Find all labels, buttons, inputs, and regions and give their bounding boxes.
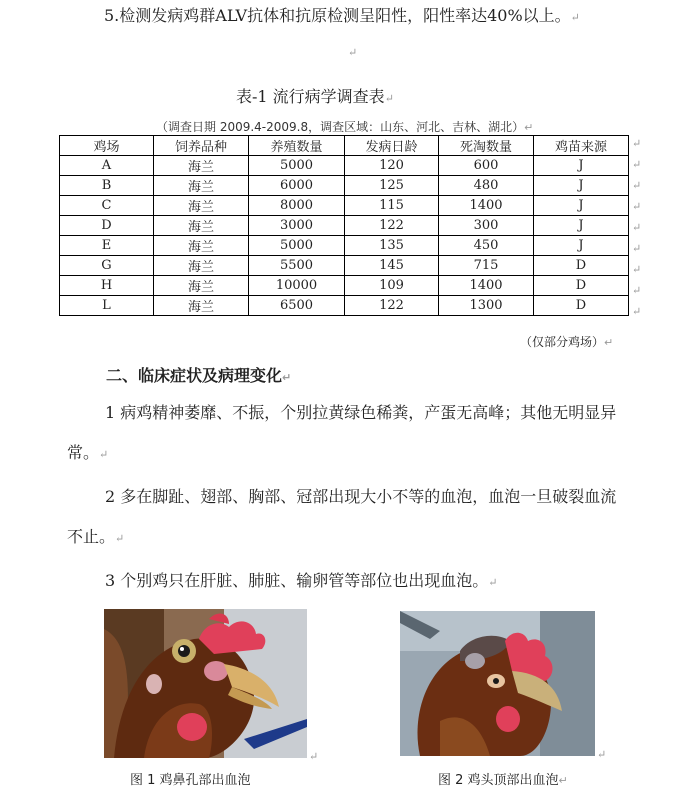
table-row [60, 276, 629, 296]
table-header-cell: 饲养品种 [154, 136, 249, 156]
chicken-nostril-blister-image [104, 609, 307, 758]
table-row [60, 156, 629, 176]
table-cell: 3000 [249, 216, 345, 236]
table-header-cell: 养殖数量 [249, 136, 345, 156]
table-cell: 450 [439, 236, 534, 256]
table-header-cell: 鸡苗来源 [534, 136, 629, 156]
table-cell: J [534, 196, 629, 216]
table-row [60, 296, 629, 316]
table-cell: L [60, 296, 154, 316]
symptom-paragraph-1: 1 病鸡精神萎靡、不振，个别拉黄绿色稀粪，产蛋无高峰；其他无明显异常。↵ [67, 403, 617, 462]
paragraph-5: 5.检测发病鸡群ALV抗体和抗原检测呈阳性，阳性率达40%以上。↵ [104, 6, 580, 25]
table-cell: 1400 [439, 196, 534, 216]
table-cell: D [534, 276, 629, 296]
table-cell: B [60, 176, 154, 196]
table-row [60, 176, 629, 196]
table-cell: 109 [345, 276, 439, 296]
row-end-mark: ↵ [632, 158, 642, 171]
table-cell: J [534, 216, 629, 236]
figure-2-mark: ↵ [597, 748, 607, 761]
table-cell: 8000 [249, 196, 345, 216]
row-end-mark: ↵ [632, 137, 642, 150]
table-cell: 海兰 [154, 176, 249, 196]
row-end-mark: ↵ [632, 284, 642, 297]
table-cell: 海兰 [154, 216, 249, 236]
table-row [60, 216, 629, 236]
table-cell: 5000 [249, 156, 345, 176]
table-cell: 海兰 [154, 296, 249, 316]
table-cell: A [60, 156, 154, 176]
table-cell: 300 [439, 216, 534, 236]
table-cell: D [534, 256, 629, 276]
table-cell: D [534, 296, 629, 316]
table-cell: 海兰 [154, 236, 249, 256]
row-end-mark: ↵ [632, 200, 642, 213]
symptom-paragraph-2: 2 多在脚趾、翅部、胸部、冠部出现大小不等的血泡，血泡一旦破裂血流不止。↵ [67, 487, 617, 546]
table-cell: 海兰 [154, 156, 249, 176]
row-end-marks [632, 137, 641, 326]
table-row [60, 236, 629, 256]
figure-2-photo [400, 611, 595, 756]
table-cell: J [534, 236, 629, 256]
table-cell: 海兰 [154, 196, 249, 216]
row-end-mark: ↵ [632, 179, 642, 192]
row-end-mark: ↵ [632, 305, 642, 318]
table-note: （调查日期 2009.4-2009.8，调查区域：山东、河北、吉林、湖北）↵ [156, 120, 534, 134]
table-cell: 5500 [249, 256, 345, 276]
table-cell: 145 [345, 256, 439, 276]
table-cell: H [60, 276, 154, 296]
table-row [60, 256, 629, 276]
table-cell: 120 [345, 156, 439, 176]
table-cell: E [60, 236, 154, 256]
table-cell: 6000 [249, 176, 345, 196]
table-cell: 480 [439, 176, 534, 196]
table-cell: 122 [345, 296, 439, 316]
row-end-mark: ↵ [632, 263, 642, 276]
table-cell: C [60, 196, 154, 216]
table-cell: 135 [345, 236, 439, 256]
table-cell: 海兰 [154, 256, 249, 276]
figure-1-mark: ↵ [309, 750, 319, 763]
table-cell: 6500 [249, 296, 345, 316]
table-header-row [60, 136, 629, 156]
figure-1-caption: 图 1 鸡鼻孔部出血泡 [130, 773, 251, 788]
table-cell: J [534, 176, 629, 196]
table-cell: 海兰 [154, 276, 249, 296]
table-cell: 125 [345, 176, 439, 196]
table-cell: 5000 [249, 236, 345, 256]
survey-table [59, 135, 629, 316]
row-end-mark: ↵ [632, 221, 642, 234]
table-cell: D [60, 216, 154, 236]
table-header-cell: 死淘数量 [439, 136, 534, 156]
figure-1-photo [104, 609, 307, 758]
table-cell: G [60, 256, 154, 276]
table-cell: 1300 [439, 296, 534, 316]
paragraph-mark: ↵ [570, 11, 580, 24]
table-footnote: （仅部分鸡场）↵ [520, 335, 614, 349]
table-cell: 10000 [249, 276, 345, 296]
table-cell: 715 [439, 256, 534, 276]
empty-line-mark: ↵ [348, 46, 358, 59]
table-header-cell: 鸡场 [60, 136, 154, 156]
row-end-mark: ↵ [632, 242, 642, 255]
symptom-paragraph-3: 3 个别鸡只在肝脏、肺脏、输卵管等部位也出现血泡。↵ [105, 571, 498, 590]
section-heading: 二、临床症状及病理变化↵ [106, 366, 292, 385]
table-header-cell: 发病日龄 [345, 136, 439, 156]
figure-2-caption: 图 2 鸡头顶部出血泡↵ [438, 773, 568, 788]
table-cell: 115 [345, 196, 439, 216]
table-title: 表-1 流行病学调查表↵ [236, 87, 394, 106]
table-cell: 600 [439, 156, 534, 176]
table-row [60, 196, 629, 216]
table-cell: J [534, 156, 629, 176]
chicken-head-blister-image [400, 611, 595, 756]
table-cell: 1400 [439, 276, 534, 296]
table-cell: 122 [345, 216, 439, 236]
